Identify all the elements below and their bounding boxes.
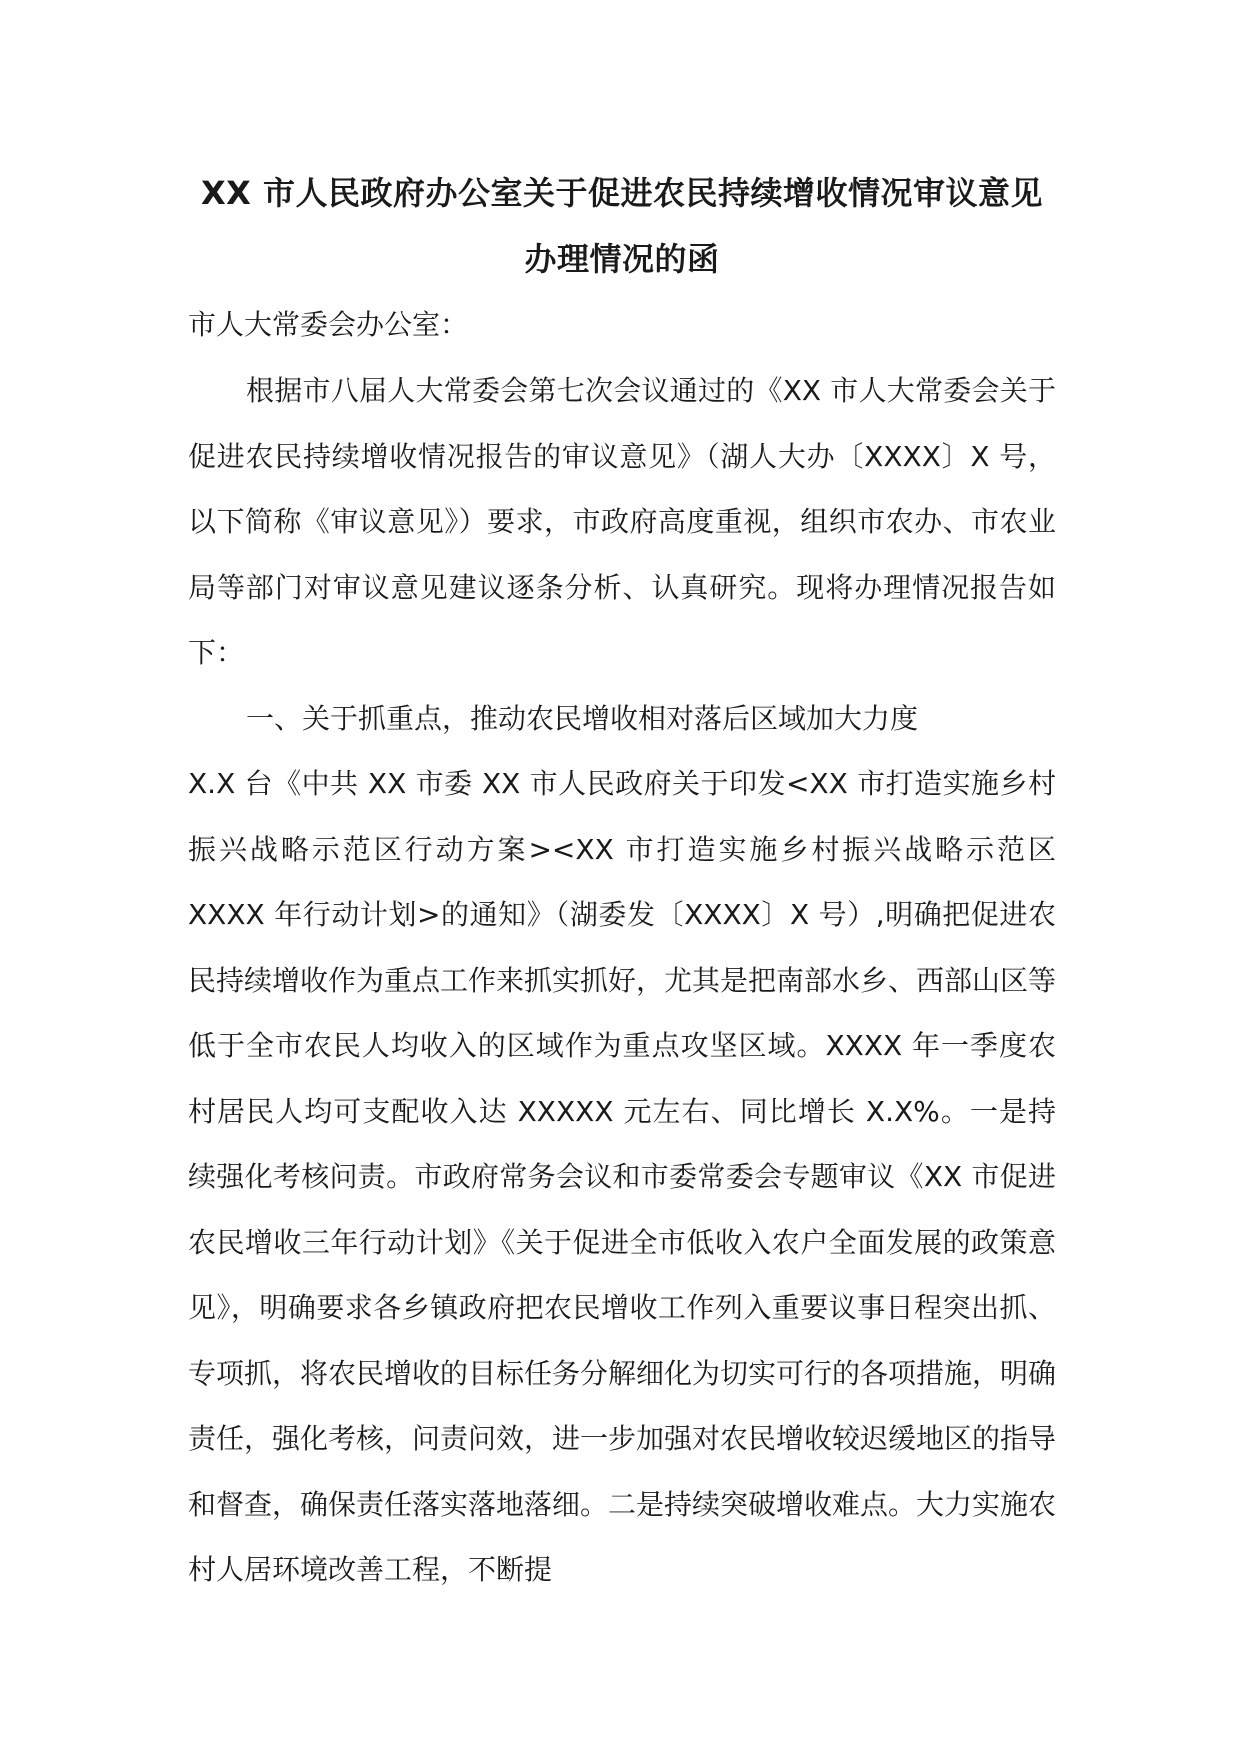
document-page [188, 160, 1056, 1603]
paragraph-body: X.X 台《中共 XX 市委 XX 市人民政府关于印发<XX 市打造实施乡村振兴战略示范区行动方案><XX 市打造实施乡村振兴战略示范区 XXXX 年行动计划>的通知》（湖委发〔XXXX〕X 号）,明确把促进农民持续增收作为重点工作来抓实抓好，尤其是把南部水乡、西部山区等低于全市农民人均收入的区域作为重点攻坚区域。XXXX 年一季度农村居民人均可支配收入达 XXXXX 元左右、同比增长 X.X%。一是持续强化考核问责。市政府常务会议和市委常委会专题审议《XX 市促进农民增收三年行动计划》《关于促进全市低收入农户全面发展的政策意见》，明确要求各乡镇政府把农民增收工作列入重要议事日程突出抓、专项抓，将农民增收的目标任务分解细化为切实可行的各项措施，明确责任，强化考核，问责问效，进一步加强对农民增收较迟缓地区的指导和督查，确保责任落实落地落细。二是持续突破增收难点。大力实施农村人居环境改善工程，不断提 [188, 767, 1057, 1586]
salutation: 市人大常委会办公室： [188, 308, 469, 341]
document-title: XX 市人民政府办公室关于促进农民持续增收情况审议意见办理情况的函 [201, 174, 1043, 278]
paragraph-intro: 根据市八届人大常委会第七次会议通过的《XX 市人大常委会关于促进农民持续增收情况报告的审议意见》（湖人大办〔XXXX〕X 号，以下简称《审议意见》）要求，市政府高度重视，组织市农办、市农业局等部门对审议意见建议逐条分析、认真研究。现将办理情况报告如下： [188, 374, 1056, 669]
section-heading-1: 一、关于抓重点，推动农民增收相对落后区域加大力度 [246, 701, 919, 735]
